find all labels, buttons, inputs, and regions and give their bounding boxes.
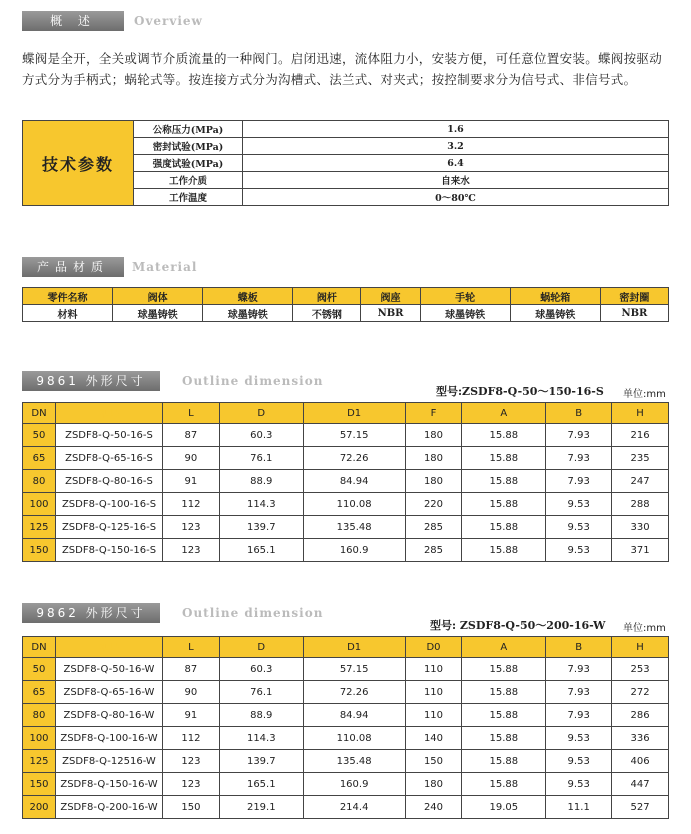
value-cell: 220 xyxy=(405,493,462,516)
material-cell: 球墨铸铁 xyxy=(113,305,203,322)
dim1-title-en: Outline dimension xyxy=(182,374,324,388)
value-cell: 9.53 xyxy=(546,539,612,562)
value-cell: 15.88 xyxy=(462,493,546,516)
value-cell: 110 xyxy=(405,681,462,704)
material-title-en: Material xyxy=(132,260,198,274)
value-cell: 15.88 xyxy=(462,704,546,727)
value-cell: 288 xyxy=(612,493,669,516)
value-cell: 406 xyxy=(612,750,669,773)
value-cell: 110.08 xyxy=(303,493,405,516)
value-cell: 235 xyxy=(612,447,669,470)
dim2-model: 型号: ZSDF8-Q-50～200-16-W xyxy=(430,619,606,632)
dim2-header-cell: DN xyxy=(23,637,56,658)
value-cell: 285 xyxy=(405,539,462,562)
value-cell: 180 xyxy=(405,470,462,493)
dim2-table xyxy=(22,636,669,819)
dim1-header-cell: H xyxy=(612,403,669,424)
value-cell: 214.4 xyxy=(303,796,405,819)
value-cell: 9.53 xyxy=(546,773,612,796)
value-cell: 135.48 xyxy=(303,516,405,539)
dim2-title-en: Outline dimension xyxy=(182,606,324,620)
value-cell: 7.93 xyxy=(546,470,612,493)
dim1-header-cell: DN xyxy=(23,403,56,424)
value-cell: 7.93 xyxy=(546,704,612,727)
tech-value: 6.4 xyxy=(243,155,669,172)
dim2-header-cell: A xyxy=(462,637,546,658)
value-cell: 114.3 xyxy=(219,727,303,750)
dim1-header-cell: D1 xyxy=(303,403,405,424)
value-cell: 7.93 xyxy=(546,424,612,447)
value-cell: 165.1 xyxy=(219,773,303,796)
value-cell: 87 xyxy=(163,658,220,681)
dn-cell: 100 xyxy=(23,493,56,516)
material-header-cell: 阀体 xyxy=(113,288,203,305)
overview-paragraph: 蝶阀是全开，全关或调节介质流量的一种阀门。启闭迅速，流体阻力小，安装方便，可任意位置安装。蝶阀按驱动方式分为手柄式；蜗轮式等。按连接方式分为沟槽式、法兰式、对夹式；按控制要求分为信号式、非信号式。 xyxy=(22,51,663,87)
material-title-cn: 产品材质 xyxy=(36,260,109,274)
material-cell: 材料 xyxy=(23,305,113,322)
tech-key: 强度试验(MPa) xyxy=(134,155,243,172)
tech-key: 工作介质 xyxy=(134,172,243,189)
tech-value: 1.6 xyxy=(243,121,669,138)
value-cell: 253 xyxy=(612,658,669,681)
value-cell: 90 xyxy=(163,681,220,704)
dn-cell: 125 xyxy=(23,516,56,539)
dim1-header-row xyxy=(23,403,669,424)
dim2-header-cell: 型号 xyxy=(56,637,163,658)
material-cell: 球墨铸铁 xyxy=(420,305,510,322)
material-cell: NBR xyxy=(361,305,420,322)
value-cell: 15.88 xyxy=(462,681,546,704)
value-cell: 272 xyxy=(612,681,669,704)
value-cell: 330 xyxy=(612,516,669,539)
value-cell: 84.94 xyxy=(303,470,405,493)
value-cell: 15.88 xyxy=(462,424,546,447)
dn-cell: 150 xyxy=(23,773,56,796)
tech-key: 公称压力(MPa) xyxy=(134,121,243,138)
value-cell: 76.1 xyxy=(219,681,303,704)
value-cell: 110.08 xyxy=(303,727,405,750)
value-cell: 216 xyxy=(612,424,669,447)
value-cell: 123 xyxy=(163,750,220,773)
dim2-title-cn: 9862 外形尺寸 xyxy=(36,606,146,620)
value-cell: 9.53 xyxy=(546,750,612,773)
value-cell: 180 xyxy=(405,773,462,796)
value-cell: 240 xyxy=(405,796,462,819)
value-cell: 15.88 xyxy=(462,539,546,562)
dim1-header-cell: L xyxy=(163,403,220,424)
table-row xyxy=(23,681,669,704)
value-cell: 447 xyxy=(612,773,669,796)
model-cell: ZSDF8-Q-150-16-W xyxy=(56,773,163,796)
value-cell: 76.1 xyxy=(219,447,303,470)
model-cell: ZSDF8-Q-80-16-W xyxy=(56,704,163,727)
dn-cell: 100 xyxy=(23,727,56,750)
model-cell: ZSDF8-Q-12516-W xyxy=(56,750,163,773)
value-cell: 123 xyxy=(163,539,220,562)
value-cell: 7.93 xyxy=(546,447,612,470)
model-cell: ZSDF8-Q-150-16-S xyxy=(56,539,163,562)
dn-cell: 150 xyxy=(23,539,56,562)
value-cell: 15.88 xyxy=(462,658,546,681)
value-cell: 135.48 xyxy=(303,750,405,773)
dim2-header-cell: D0 xyxy=(405,637,462,658)
value-cell: 15.88 xyxy=(462,773,546,796)
material-cell: 球墨铸铁 xyxy=(203,305,293,322)
value-cell: 110 xyxy=(405,704,462,727)
value-cell: 84.94 xyxy=(303,704,405,727)
table-row xyxy=(23,516,669,539)
value-cell: 91 xyxy=(163,470,220,493)
dim2-header-cell: B xyxy=(546,637,612,658)
value-cell: 371 xyxy=(612,539,669,562)
dim2-header-row xyxy=(23,637,669,658)
value-cell: 9.53 xyxy=(546,727,612,750)
dn-cell: 80 xyxy=(23,704,56,727)
value-cell: 15.88 xyxy=(462,470,546,493)
dn-cell: 80 xyxy=(23,470,56,493)
material-header-cell: 阀座 xyxy=(361,288,420,305)
value-cell: 91 xyxy=(163,704,220,727)
material-header-cell: 蝶板 xyxy=(203,288,293,305)
value-cell: 336 xyxy=(612,727,669,750)
dim1-unit: 单位:mm xyxy=(623,389,666,400)
tech-label: 技术参数 xyxy=(23,121,134,206)
material-header-cell: 蜗轮箱 xyxy=(510,288,600,305)
dim2-header-cell: L xyxy=(163,637,220,658)
value-cell: 286 xyxy=(612,704,669,727)
value-cell: 15.88 xyxy=(462,750,546,773)
dn-cell: 125 xyxy=(23,750,56,773)
dim1-header-cell: A xyxy=(462,403,546,424)
value-cell: 110 xyxy=(405,658,462,681)
model-cell: ZSDF8-Q-50-16-S xyxy=(56,424,163,447)
dim2-header-cell: D1 xyxy=(303,637,405,658)
dn-cell: 65 xyxy=(23,681,56,704)
dim2-header-cell: H xyxy=(612,637,669,658)
dim1-model: 型号:ZSDF8-Q-50～150-16-S xyxy=(436,385,604,398)
table-row xyxy=(23,658,669,681)
value-cell: 60.3 xyxy=(219,424,303,447)
tech-value: 3.2 xyxy=(243,138,669,155)
value-cell: 11.1 xyxy=(546,796,612,819)
model-cell: ZSDF8-Q-50-16-W xyxy=(56,658,163,681)
dn-cell: 50 xyxy=(23,658,56,681)
model-cell: ZSDF8-Q-200-16-W xyxy=(56,796,163,819)
material-cell: NBR xyxy=(600,305,668,322)
value-cell: 72.26 xyxy=(303,447,405,470)
value-cell: 88.9 xyxy=(219,704,303,727)
dim2-header-cell: D xyxy=(219,637,303,658)
value-cell: 139.7 xyxy=(219,516,303,539)
dim1-title-cn: 9861 外形尺寸 xyxy=(36,374,146,388)
material-table xyxy=(22,287,669,322)
value-cell: 123 xyxy=(163,516,220,539)
value-cell: 88.9 xyxy=(219,470,303,493)
table-row xyxy=(23,796,669,819)
material-cell: 球墨铸铁 xyxy=(510,305,600,322)
table-row xyxy=(23,493,669,516)
tech-value: 0～80℃ xyxy=(243,189,669,206)
dn-cell: 200 xyxy=(23,796,56,819)
value-cell: 9.53 xyxy=(546,493,612,516)
value-cell: 112 xyxy=(163,493,220,516)
value-cell: 139.7 xyxy=(219,750,303,773)
value-cell: 87 xyxy=(163,424,220,447)
model-cell: ZSDF8-Q-65-16-S xyxy=(56,447,163,470)
tech-params-table xyxy=(22,120,669,206)
value-cell: 9.53 xyxy=(546,516,612,539)
material-header-cell: 零件名称 xyxy=(23,288,113,305)
overview-title-cn: 概 述 xyxy=(50,14,96,28)
model-cell: ZSDF8-Q-100-16-S xyxy=(56,493,163,516)
value-cell: 57.15 xyxy=(303,658,405,681)
dim1-header-cell: D xyxy=(219,403,303,424)
value-cell: 72.26 xyxy=(303,681,405,704)
material-header-cell: 阀杆 xyxy=(293,288,361,305)
value-cell: 15.88 xyxy=(462,727,546,750)
material-header-row xyxy=(23,288,669,305)
tech-row xyxy=(23,121,669,138)
dim1-table xyxy=(22,402,669,562)
value-cell: 247 xyxy=(612,470,669,493)
value-cell: 60.3 xyxy=(219,658,303,681)
material-row xyxy=(23,305,669,322)
model-cell: ZSDF8-Q-100-16-W xyxy=(56,727,163,750)
value-cell: 527 xyxy=(612,796,669,819)
model-cell: ZSDF8-Q-125-16-S xyxy=(56,516,163,539)
value-cell: 160.9 xyxy=(303,773,405,796)
table-row xyxy=(23,424,669,447)
tech-value: 自来水 xyxy=(243,172,669,189)
value-cell: 57.15 xyxy=(303,424,405,447)
value-cell: 114.3 xyxy=(219,493,303,516)
material-cell: 不锈钢 xyxy=(293,305,361,322)
table-row xyxy=(23,539,669,562)
value-cell: 160.9 xyxy=(303,539,405,562)
table-row xyxy=(23,750,669,773)
value-cell: 15.88 xyxy=(462,516,546,539)
overview-title-en: Overview xyxy=(134,14,203,28)
material-header-cell: 手轮 xyxy=(420,288,510,305)
table-row xyxy=(23,470,669,493)
model-cell: ZSDF8-Q-80-16-S xyxy=(56,470,163,493)
value-cell: 180 xyxy=(405,447,462,470)
value-cell: 90 xyxy=(163,447,220,470)
value-cell: 140 xyxy=(405,727,462,750)
table-row xyxy=(23,727,669,750)
material-header-cell: 密封圈 xyxy=(600,288,668,305)
dim1-header-cell: B xyxy=(546,403,612,424)
model-cell: ZSDF8-Q-65-16-W xyxy=(56,681,163,704)
value-cell: 112 xyxy=(163,727,220,750)
dim1-header-cell: F xyxy=(405,403,462,424)
dn-cell: 50 xyxy=(23,424,56,447)
value-cell: 19.05 xyxy=(462,796,546,819)
value-cell: 15.88 xyxy=(462,447,546,470)
table-row xyxy=(23,447,669,470)
value-cell: 219.1 xyxy=(219,796,303,819)
value-cell: 165.1 xyxy=(219,539,303,562)
value-cell: 7.93 xyxy=(546,681,612,704)
table-row xyxy=(23,773,669,796)
value-cell: 7.93 xyxy=(546,658,612,681)
value-cell: 180 xyxy=(405,424,462,447)
tech-key: 密封试验(MPa) xyxy=(134,138,243,155)
dim2-unit: 单位:mm xyxy=(623,623,666,634)
table-row xyxy=(23,704,669,727)
value-cell: 285 xyxy=(405,516,462,539)
dn-cell: 65 xyxy=(23,447,56,470)
dim1-header-cell: 型号 xyxy=(56,403,163,424)
value-cell: 123 xyxy=(163,773,220,796)
value-cell: 150 xyxy=(405,750,462,773)
tech-key: 工作温度 xyxy=(134,189,243,206)
value-cell: 150 xyxy=(163,796,220,819)
